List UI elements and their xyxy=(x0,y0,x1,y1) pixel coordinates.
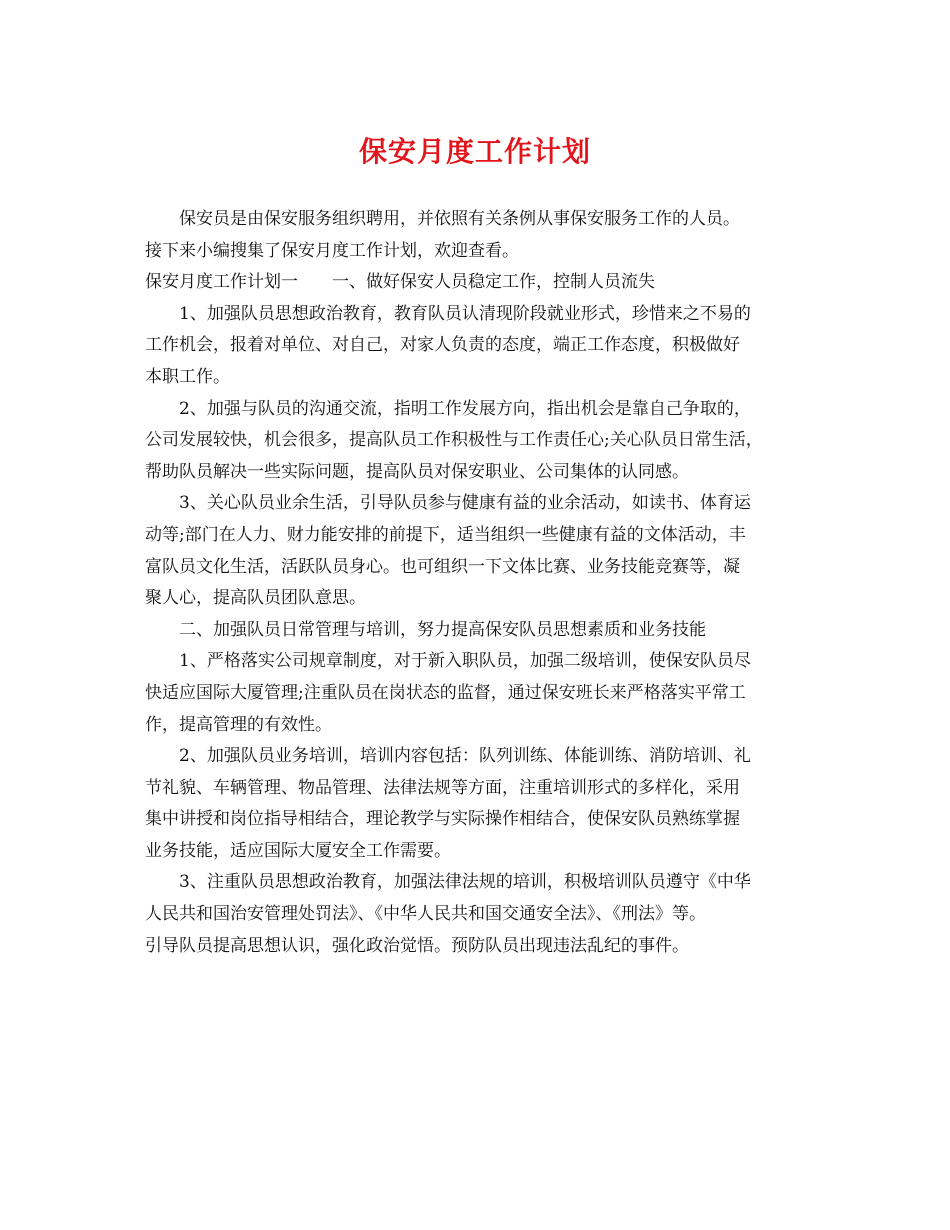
paragraph-line: 人民共和国治安管理处罚法》、《中华人民共和国交通安全法》、《刑法》等。 xyxy=(145,904,706,925)
paragraph-line: 帮助队员解决一些实际问题，提高队员对保安职业、公司集体的认同感。 xyxy=(145,461,689,482)
paragraph-line: 动等;部门在人力、财力能安排的前提下，适当组织一些健康有益的文体活动，丰 xyxy=(145,524,746,545)
paragraph-line: 聚人心，提高队员团队意思。 xyxy=(145,588,366,609)
document-title: 保安月度工作计划 xyxy=(358,135,591,168)
paragraph-line: 1、加强队员思想政治教育，教育队员认清现阶段就业形式，珍惜来之不易的 xyxy=(179,303,751,324)
paragraph-line: 富队员文化生活，活跃队员身心。也可组织一下文体比赛、业务技能竞赛等，凝 xyxy=(145,556,740,577)
paragraph-line: 业务技能，适应国际大厦安全工作需要。 xyxy=(145,840,451,861)
paragraph-line: 2、加强与队员的沟通交流，指明工作发展方向，指出机会是靠自己争取的， xyxy=(179,398,751,419)
paragraph-line: 工作机会，报着对单位、对自己，对家人负责的态度，端正工作态度，积极做好 xyxy=(145,335,740,356)
paragraph-line: 3、注重队员思想政治教育，加强法律法规的培训，积极培训队员遵守《中华 xyxy=(179,872,751,893)
paragraph-line: 节礼貌、车辆管理、物品管理、法律法规等方面，注重培训形式的多样化，采用 xyxy=(145,777,740,798)
section-line xyxy=(145,267,815,299)
paragraph-line: 引导队员提高思想认识，强化政治觉悟。预防队员出现违法乱纪的事件。 xyxy=(145,935,689,956)
paragraph-line: 快适应国际大厦管理;注重队员在岗状态的监督，通过保安班长来严格落实平常工 xyxy=(145,682,746,703)
paragraph-line: 接下来小编搜集了保安月度工作计划，欢迎查看。 xyxy=(145,240,519,261)
section-heading: 一、做好保安人员稳定工作，控制人员流失 xyxy=(332,272,655,293)
paragraph-line: 保安员是由保安服务组织聘用，并依照有关条例从事保安服务工作的人员。 xyxy=(179,209,740,229)
document-body xyxy=(145,204,815,962)
section-heading-2: 二、加强队员日常管理与培训，努力提高保安队员思想素质和业务技能 xyxy=(179,619,706,640)
paragraph-line: 2、加强队员业务培训，培训内容包括：队列训练、体能训练、消防培训、礼 xyxy=(179,746,751,767)
paragraph-line: 公司发展较快，机会很多，提高队员工作积极性与工作责任心;关心队员日常生活， xyxy=(145,430,763,451)
paragraph-line: 作，提高管理的有效性。 xyxy=(145,714,332,735)
paragraph-line: 集中讲授和岗位指导相结合，理论教学与实际操作相结合，使保安队员熟练掌握 xyxy=(145,809,740,830)
paragraph-line: 本职工作。 xyxy=(145,366,230,387)
paragraph-line: 1、严格落实公司规章制度，对于新入职队员，加强二级培训，使保安队员尽 xyxy=(179,651,751,672)
paragraph-line: 3、关心队员业余生活，引导队员参与健康有益的业余活动，如读书、体育运 xyxy=(179,493,751,514)
section-label: 保安月度工作计划一 xyxy=(145,272,298,293)
